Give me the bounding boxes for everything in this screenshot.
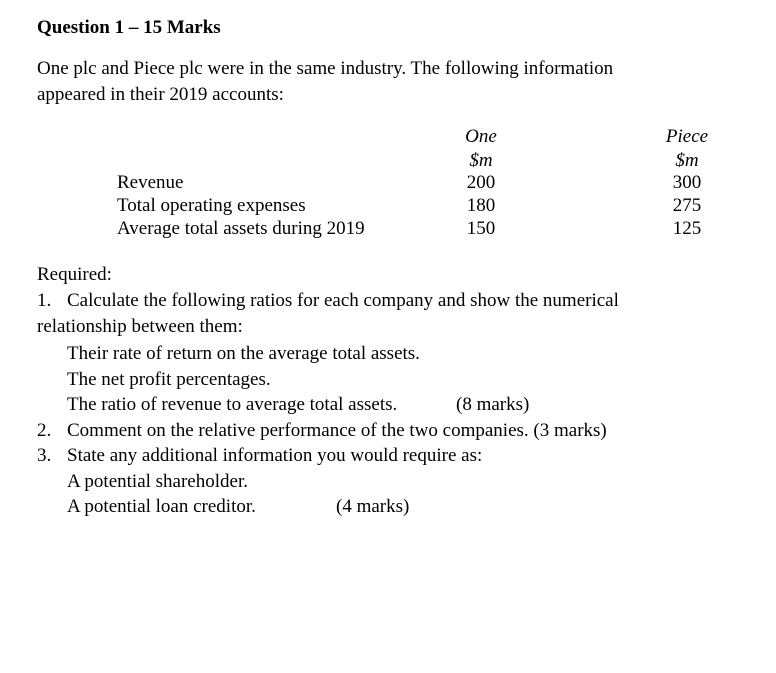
column-unit-piece: $m [675, 150, 699, 171]
cell-assets-one: 150 [466, 218, 496, 239]
column-header-one: One [465, 126, 497, 147]
q1-text-line-1: Calculate the following ratios for each company and show the numerical [67, 290, 619, 311]
q1-item-net-profit: The net profit percentages. [67, 369, 271, 390]
required-title: Required: [37, 264, 112, 285]
row-label-operating-expenses: Total operating expenses [117, 195, 306, 216]
q2-text: Comment on the relative performance of the two companies. (3 marks) [67, 420, 607, 441]
q3-number: 3. [37, 445, 52, 466]
q1-item-return-on-assets: Their rate of return on the average total assets. [67, 343, 420, 364]
intro-line-2: appeared in their 2019 accounts: [37, 84, 284, 105]
q1-number: 1. [37, 290, 52, 311]
q2-number: 2. [37, 420, 52, 441]
column-unit-one: $m [469, 150, 493, 171]
q1-marks: (8 marks) [456, 394, 530, 415]
q3-marks: (4 marks) [336, 496, 410, 517]
intro-line-1: One plc and Piece plc were in the same industry. The following information [37, 58, 614, 79]
q1-text-line-2: relationship between them: [37, 316, 243, 337]
column-header-piece: Piece [665, 126, 709, 147]
cell-assets-piece: 125 [672, 218, 702, 239]
cell-revenue-piece: 300 [672, 172, 702, 193]
q3-item-loan-creditor: A potential loan creditor. [67, 496, 256, 517]
q3-item-shareholder: A potential shareholder. [67, 471, 248, 492]
cell-revenue-one: 200 [466, 172, 496, 193]
question-heading: Question 1 – 15 Marks [37, 17, 221, 38]
cell-expenses-one: 180 [466, 195, 496, 216]
row-label-revenue: Revenue [117, 172, 184, 193]
q3-text: State any additional information you would require as: [67, 445, 483, 466]
q1-item-revenue-ratio: The ratio of revenue to average total assets. [67, 394, 398, 415]
cell-expenses-piece: 275 [672, 195, 702, 216]
row-label-average-assets: Average total assets during 2019 [117, 218, 365, 239]
